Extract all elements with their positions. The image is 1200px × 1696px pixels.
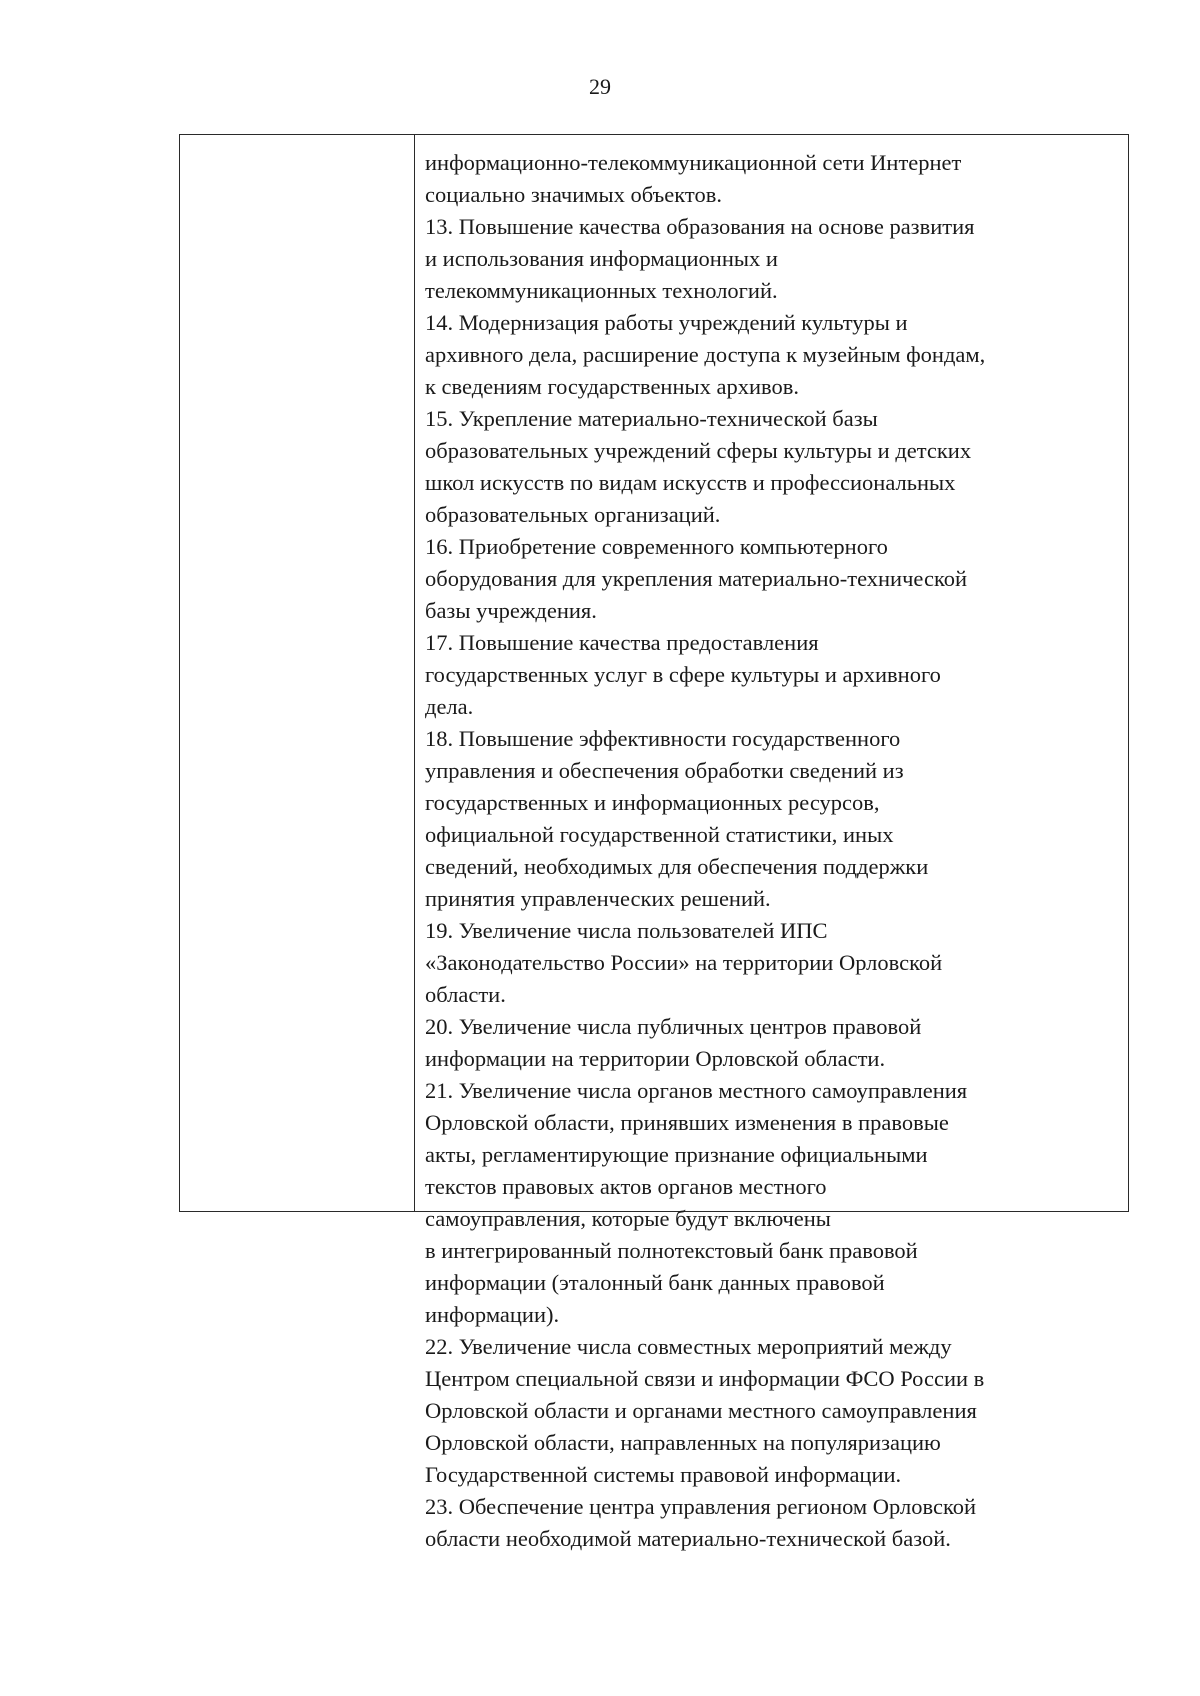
document-table (179, 134, 1129, 1551)
text-line: дела. (425, 694, 474, 719)
text-line: телекоммуникационных технологий. (425, 278, 778, 303)
text-line: Орловской области и органами местного самоуправления (425, 1398, 977, 1423)
text-line: 20. Увеличение числа публичных центров правовой (425, 1014, 922, 1039)
text-line: акты, регламентирующие признание официальными (425, 1142, 928, 1167)
text-line: области. (425, 982, 506, 1007)
table-left-column (180, 135, 414, 1211)
text-line: информации). (425, 1302, 560, 1327)
text-line: принятия управленческих решений. (425, 886, 771, 911)
text-line: Орловской области, принявших изменения в правовые (425, 1110, 949, 1135)
table-right-column (416, 147, 1124, 1551)
text-line: оборудования для укрепления материально-технической (425, 566, 968, 591)
text-line: 15. Укрепление материально-технической базы (425, 406, 878, 431)
text-line: образовательных организаций. (425, 502, 721, 527)
text-line: управления и обеспечения обработки сведений из (425, 758, 904, 783)
text-line: к сведениям государственных архивов. (425, 374, 800, 399)
text-line: 22. Увеличение числа совместных мероприятий между (425, 1334, 952, 1359)
text-line: Государственной системы правовой информации. (425, 1462, 902, 1487)
text-line: текстов правовых актов органов местного (425, 1174, 827, 1199)
text-line: Орловской области, направленных на популяризацию (425, 1430, 941, 1455)
text-line: 14. Модернизация работы учреждений культуры и (425, 310, 908, 335)
text-line: и использования информационных и (425, 246, 778, 271)
text-line: 19. Увеличение числа пользователей ИПС (425, 918, 828, 943)
text-line: базы учреждения. (425, 598, 597, 623)
column-divider (414, 135, 415, 1211)
text-line: социально значимых объектов. (425, 182, 722, 207)
text-line: 16. Приобретение современного компьютерного (425, 534, 888, 559)
text-line: школ искусств по видам искусств и профессиональных (425, 470, 956, 495)
text-line: 23. Обеспечение центра управления регионом Орловской (425, 1494, 977, 1519)
text-line: самоуправления, которые будут включены (425, 1206, 831, 1231)
text-line: в интегрированный полнотекстовый банк правовой (425, 1238, 918, 1263)
text-line: информации на территории Орловской области. (425, 1046, 886, 1071)
text-line: 18. Повышение эффективности государственного (425, 726, 901, 751)
text-line: архивного дела, расширение доступа к музейным фондам, (425, 342, 986, 367)
text-line: «Законодательство России» на территории Орловской (425, 950, 943, 975)
text-line: 17. Повышение качества предоставления (425, 630, 819, 655)
text-line: официальной государственной статистики, иных (425, 822, 894, 847)
text-line: государственных и информационных ресурсов, (425, 790, 880, 815)
text-line: 21. Увеличение числа органов местного самоуправления (425, 1078, 968, 1103)
text-line: информационно-телекоммуникационной сети Интернет (425, 150, 962, 175)
text-line: 13. Повышение качества образования на основе развития (425, 214, 975, 239)
page-number: 29 (589, 74, 611, 99)
text-line: информации (эталонный банк данных правовой (425, 1270, 885, 1295)
text-line: области необходимой материально-технической базой. (425, 1526, 951, 1551)
text-line: образовательных учреждений сферы культуры и детских (425, 438, 972, 463)
text-line: Центром специальной связи и информации ФСО России в (425, 1366, 985, 1391)
text-line: государственных услуг в сфере культуры и архивного (425, 662, 941, 687)
text-line: сведений, необходимых для обеспечения поддержки (425, 854, 929, 879)
